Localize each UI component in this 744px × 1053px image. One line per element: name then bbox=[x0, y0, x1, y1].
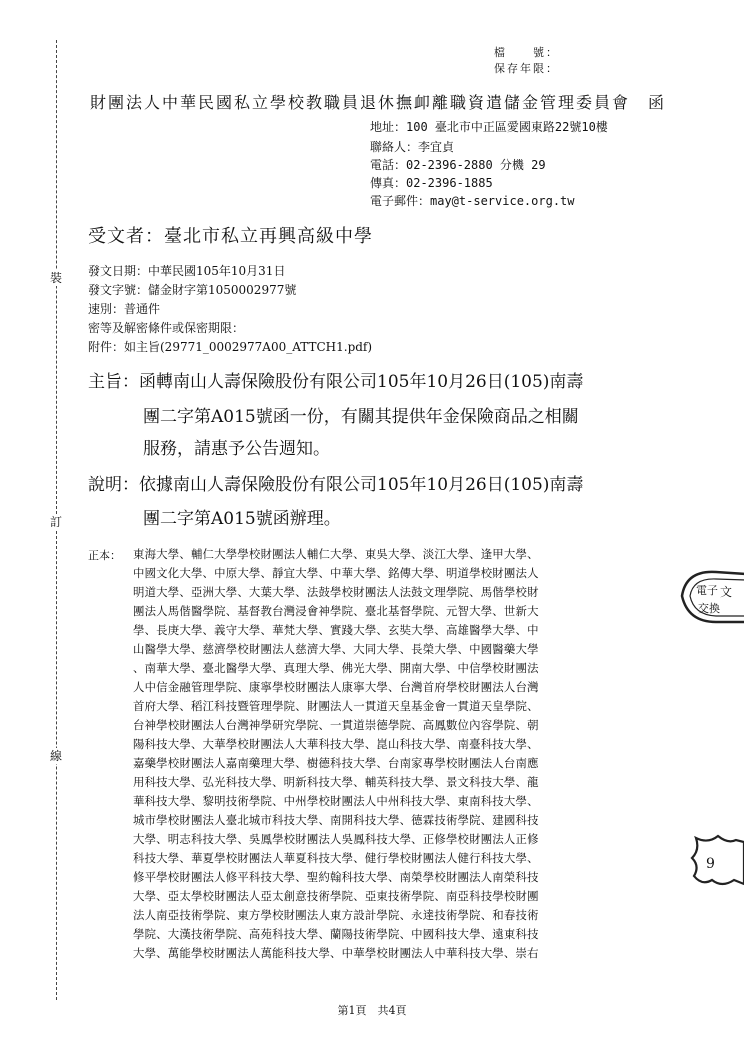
cc-line: 明道大學、亞洲大學、大葉大學、法鼓學校財團法人法鼓文理學院、馬偕學校財 bbox=[133, 585, 539, 599]
organization-title: 財團法人中華民國私立學校教職員退休撫卹離職資遣儲金管理委員會 函 bbox=[90, 93, 667, 112]
meta-attachment: 附件：如主旨(29771_0002977A00_ATTCH1.pdf) bbox=[88, 340, 373, 354]
cc-line: 用科技大學、弘光科技大學、明新科技大學、輔英科技大學、景文科技大學、龍 bbox=[133, 775, 539, 789]
subject-line-2: 團二字第A015號函一份，有關其提供年金保險商品之相關 bbox=[143, 407, 579, 427]
contact-fax: 傳真：02-2396-1885 bbox=[370, 176, 493, 190]
explanation-line-1: 說明：依據南山人壽保險股份有限公司105年10月26日(105)南壽 bbox=[88, 475, 584, 495]
cc-line: 科技大學、華夏學校財團法人華夏科技大學、健行學校財團法人健行科技大學、 bbox=[133, 851, 539, 865]
binding-char-bottom: 線 bbox=[47, 748, 65, 764]
cc-line: 大學、明志科技大學、吳鳳學校財團法人吳鳳科技大學、正修學校財團法人正修 bbox=[133, 832, 539, 846]
contact-address: 地址：100 臺北市中正區愛國東路22號10樓 bbox=[370, 120, 608, 134]
binding-char-top: 裝 bbox=[47, 270, 65, 286]
meta-secrecy: 密等及解密條件或保密期限： bbox=[88, 321, 245, 335]
cc-line: 大學、亞太學校財團法人亞太創意技術學院、亞東技術學院、南亞科技學校財團 bbox=[133, 889, 539, 903]
page-seal-icon bbox=[688, 830, 744, 890]
subject-line-3: 服務，請惠予公告週知。 bbox=[143, 439, 330, 459]
stamp-text-3: 交換 bbox=[698, 602, 720, 615]
cc-line: 華科技大學、黎明技術學院、中州學校財團法人中州科技大學、東南科技大學、 bbox=[133, 794, 539, 808]
stamp-text-1: 電子 bbox=[696, 584, 718, 597]
recipient: 受文者：臺北市私立再興高級中學 bbox=[88, 226, 373, 247]
cc-line: 大學、萬能學校財團法人萬能科技大學、中華學校財團法人中華科技大學、崇右 bbox=[133, 946, 539, 960]
cc-label: 正本： bbox=[88, 549, 121, 562]
page-number: 第1頁 共4頁 bbox=[337, 1004, 407, 1017]
binding-char-middle: 訂 bbox=[47, 514, 65, 530]
cc-line: 陽科技大學、大華學校財團法人大華科技大學、崑山科技大學、南臺科技大學、 bbox=[133, 737, 539, 751]
archive-file-no: 檔 號： bbox=[494, 46, 559, 59]
cc-line: 東海大學、輔仁大學學校財團法人輔仁大學、東吳大學、淡江大學、逢甲大學、 bbox=[133, 547, 539, 561]
meta-doc-no: 發文字號：儲金財字第1050002977號 bbox=[88, 283, 297, 297]
cc-line: 首府大學、稻江科技暨管理學院、財團法人一貫道天皇基金會一貫道天皇學院、 bbox=[133, 699, 539, 713]
cc-line: 人中信金融管理學院、康寧學校財團法人康寧大學、台灣首府學校財團法人台灣 bbox=[133, 680, 539, 694]
seal-page-mark: 9 bbox=[706, 856, 715, 872]
cc-line: 嘉藥學校財團法人嘉南藥理大學、樹德科技大學、台南家專學校財團法人台南應 bbox=[133, 756, 539, 770]
subject-line-1: 主旨：函轉南山人壽保險股份有限公司105年10月26日(105)南壽 bbox=[88, 372, 584, 392]
cc-line: 學院、大漢技術學院、高苑科技大學、蘭陽技術學院、中國科技大學、遠東科技 bbox=[133, 927, 539, 941]
cc-line: 學、長庚大學、義守大學、華梵大學、實踐大學、玄奘大學、高雄醫學大學、中 bbox=[133, 623, 539, 637]
contact-person: 聯絡人：李宜貞 bbox=[370, 140, 455, 154]
cc-line: 台神學校財團法人台灣神學研究學院、一貫道崇德學院、高鳳數位內容學院、朝 bbox=[133, 718, 539, 732]
cc-line: 修平學校財團法人修平科技大學、聖約翰科技大學、南榮學校財團法人南榮科技 bbox=[133, 870, 539, 884]
archive-retention: 保存年限： bbox=[494, 62, 559, 75]
cc-line: 、南華大學、臺北醫學大學、真理大學、佛光大學、開南大學、中信學校財團法 bbox=[133, 661, 539, 675]
cc-line: 法人南亞技術學院、東方學校財團法人東方設計學院、永達技術學院、和春技術 bbox=[133, 908, 539, 922]
exchange-stamp-icon bbox=[676, 566, 744, 626]
cc-line: 中國文化大學、中原大學、靜宜大學、中華大學、銘傳大學、明道學校財團法人 bbox=[133, 566, 539, 580]
cc-line: 山醫學大學、慈濟學校財團法人慈濟大學、大同大學、長榮大學、中國醫藥大學 bbox=[133, 642, 539, 656]
cc-line: 城市學校財團法人臺北城市科技大學、南開科技大學、德霖技術學院、建國科技 bbox=[133, 813, 539, 827]
explanation-line-2: 團二字第A015號函辦理。 bbox=[143, 509, 341, 529]
contact-email: 電子郵件：may@t-service.org.tw bbox=[370, 194, 575, 208]
meta-date: 發文日期：中華民國105年10月31日 bbox=[88, 264, 286, 278]
stamp-text-2: 文 bbox=[720, 585, 733, 599]
cc-line: 團法人馬偕醫學院、基督教台灣浸會神學院、臺北基督學院、元智大學、世新大 bbox=[133, 604, 539, 618]
contact-phone: 電話：02-2396-2880 分機 29 bbox=[370, 158, 546, 172]
meta-speed: 速別：普通件 bbox=[88, 302, 161, 316]
